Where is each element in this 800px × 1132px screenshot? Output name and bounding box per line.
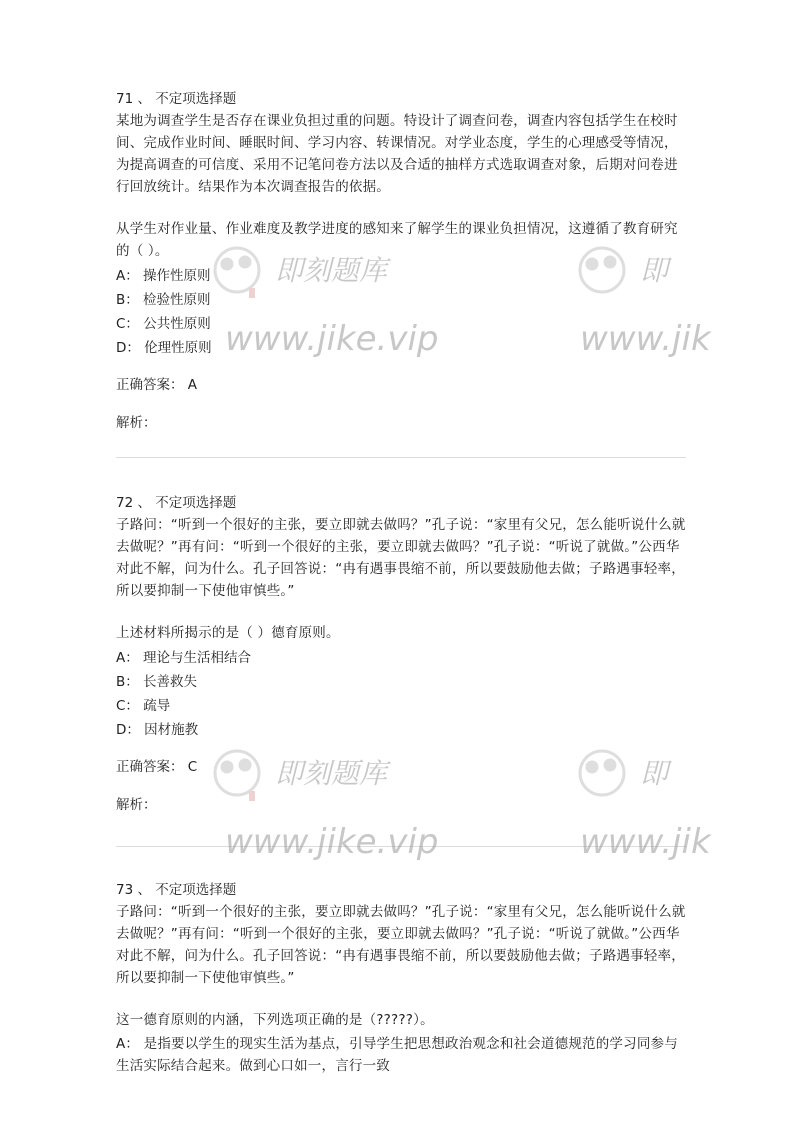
- analysis-label: 解析：: [116, 797, 157, 813]
- option-d[interactable]: D： 伦理性原则: [116, 340, 212, 356]
- question-72: [116, 492, 686, 816]
- divider: [116, 457, 686, 458]
- svg-text:即刻题库: 即刻题库: [275, 757, 388, 790]
- svg-text:即: 即: [640, 254, 669, 287]
- correct-answer: 正确答案： C: [116, 759, 198, 775]
- question-number-type: 71 、 不定项选择题: [116, 91, 237, 107]
- divider: [116, 846, 686, 847]
- svg-text:www.jike.vip: www.jike.vip: [225, 822, 439, 862]
- option-b[interactable]: B： 长善救失: [116, 674, 198, 690]
- option-a[interactable]: A： 理论与生活相结合: [116, 650, 252, 666]
- correct-answer: 正确答案： A: [116, 377, 198, 393]
- question-stem: 子路问：“听到一个很好的主张，要立即就去做吗？”孔子说：“家里有父兄，怎么能听说什么就去做呢？”再有问：“听到一个很好的主张，要立即就去做吗？”孔子说：“听说了就做。”公西华对此不解，问为什么。孔子回答说：“冉有遇事畏缩不前，所以要鼓励他去做；子路遇事轻率，所以要抑制一下使他审慎些。”: [116, 517, 686, 599]
- question-number-type: 73 、 不定项选择题: [116, 882, 237, 898]
- option-d[interactable]: D： 因材施教: [116, 722, 199, 738]
- question-text: 从学生对作业量、作业难度及教学进度的感知来了解学生的课业负担情况，这遵循了教育研究的（ ）。: [116, 221, 678, 259]
- option-c[interactable]: C： 疏导: [116, 698, 171, 714]
- question-number-type: 72 、 不定项选择题: [116, 495, 237, 511]
- option-a[interactable]: A： 是指要以学生的现实生活为基点，引导学生把思想政治观念和社会道德规范的学习同参与生活实际结合起来。做到心口如一，言行一致: [116, 1036, 678, 1074]
- svg-text:即: 即: [640, 757, 669, 790]
- question-text: 这一德育原则的内涵，下列选项正确的是（?????）。: [116, 1012, 434, 1028]
- question-stem: 子路问：“听到一个很好的主张，要立即就去做吗？”孔子说：“家里有父兄，怎么能听说什么就去做呢？”再有问：“听到一个很好的主张，要立即就去做吗？”孔子说：“听说了就做。”公西华对此不解，问为什么。孔子回答说：“冉有遇事畏缩不前，所以要鼓励他去做；子路遇事轻率，所以要抑制一下使他审慎些。”: [116, 904, 686, 986]
- svg-text:www.jik: www.jik: [580, 822, 711, 862]
- watermark-brand: 即刻题库: [275, 254, 388, 287]
- watermark-url: www.jike.vip: [225, 319, 439, 359]
- question-73: [116, 879, 686, 1077]
- question-71: [116, 88, 686, 434]
- svg-text:www.jik: www.jik: [580, 319, 711, 359]
- analysis-label: 解析：: [116, 415, 157, 431]
- option-b[interactable]: B： 检验性原则: [116, 292, 211, 308]
- option-c[interactable]: C： 公共性原则: [116, 316, 211, 332]
- question-stem: 某地为调查学生是否存在课业负担过重的问题。特设计了调查问卷，调查内容包括学生在校时间、完成作业时间、睡眠时间、学习内容、转课情况。对学业态度，学生的心理感受等情况，为提高调查的可信度、采用不记笔问卷方法以及合适的抽样方式选取调查对象，后期对问卷进行回放统计。结果作为本次调查报告的依据。: [116, 113, 678, 195]
- question-text: 上述材料所揭示的是（ ）德育原则。: [116, 625, 340, 641]
- option-a[interactable]: A： 操作性原则: [116, 268, 211, 284]
